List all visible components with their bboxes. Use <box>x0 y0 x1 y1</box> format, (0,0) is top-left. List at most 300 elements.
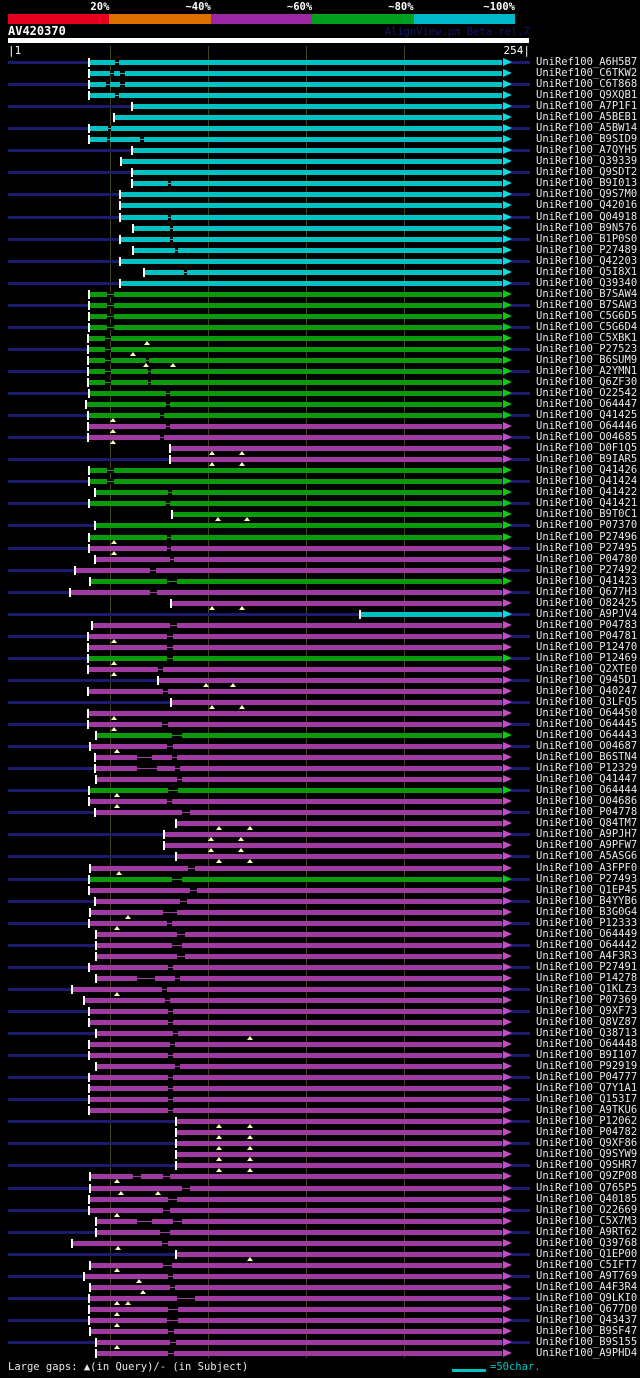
hit-label[interactable]: UniRef100_Q7Y1A1 <box>536 1082 638 1095</box>
bar-arrowhead-icon <box>503 544 512 552</box>
hit-label[interactable]: UniRef100_B9T0C1 <box>536 508 638 521</box>
bar-arrowhead-icon <box>503 577 512 585</box>
alignment-bar <box>89 1097 502 1102</box>
alignment-start-tick <box>88 1084 90 1093</box>
hit-label[interactable]: UniRef100_P07369 <box>536 993 638 1006</box>
query-gap-triangle-icon <box>114 1213 120 1217</box>
hit-label[interactable]: UniRef100_Q39339 <box>536 155 638 168</box>
subject-gap-line <box>182 812 190 813</box>
alignment-start-tick <box>94 753 96 762</box>
hit-label[interactable]: UniRef100_A5BW14 <box>536 122 638 135</box>
subject-gap-line <box>137 768 157 769</box>
bar-arrowhead-icon <box>503 1172 512 1180</box>
hit-label[interactable]: UniRef100_P12469 <box>536 651 638 664</box>
hit-label[interactable]: UniRef100_Q677D0 <box>536 1302 638 1315</box>
hit-label[interactable]: UniRef100_A5BEB1 <box>536 111 638 124</box>
alignment-start-tick <box>88 963 90 972</box>
alignment-bar <box>120 259 502 264</box>
query-gap-triangle-icon <box>136 1279 142 1283</box>
alignment-bar <box>88 413 502 418</box>
hit-label[interactable]: UniRef100_Q8VZ87 <box>536 1016 638 1028</box>
alignment-bar <box>96 976 502 981</box>
alignment-bar <box>84 998 502 1003</box>
bar-arrowhead-icon <box>503 555 512 563</box>
alignment-start-tick <box>175 852 177 861</box>
hit-label[interactable]: UniRef100_Q41421 <box>536 497 638 510</box>
bar-arrowhead-icon <box>503 378 512 386</box>
hit-label[interactable]: UniRef100_P27491 <box>536 960 638 973</box>
hit-label[interactable]: UniRef100_P12333 <box>536 916 638 929</box>
hit-label[interactable]: UniRef100_A9PFW7 <box>536 839 638 852</box>
subject-gap-line <box>170 1044 175 1045</box>
query-gap-triangle-icon <box>247 1146 253 1150</box>
alignment-start-tick <box>74 566 76 575</box>
bar-arrowhead-icon <box>503 1117 512 1125</box>
hit-label[interactable]: UniRef100_P27496 <box>536 530 638 543</box>
subject-gap-line <box>170 1287 175 1288</box>
subject-gap-line <box>107 294 114 295</box>
subject-gap-line <box>165 1000 170 1001</box>
subject-gap-line <box>167 647 173 648</box>
hit-label[interactable]: UniRef100_Q04918 <box>536 210 638 223</box>
alignment-bar <box>89 501 502 506</box>
hit-label[interactable]: UniRef100_B7SAW3 <box>536 298 638 311</box>
subject-gap-line <box>167 746 173 747</box>
bar-arrowhead-icon <box>503 720 512 728</box>
alignment-start-tick <box>88 1040 90 1049</box>
query-gap-triangle-icon <box>238 848 244 852</box>
hit-label[interactable]: UniRef100_P92919 <box>536 1060 638 1073</box>
hit-label[interactable]: UniRef100_B9SF47 <box>536 1324 638 1337</box>
alignment-start-tick <box>88 886 90 895</box>
hit-label[interactable]: UniRef100_O04687 <box>536 740 638 753</box>
query-gap-triangle-icon <box>114 992 120 996</box>
bar-arrowhead-icon <box>503 786 512 794</box>
alignment-start-tick <box>89 1184 91 1193</box>
alignment-start-tick <box>87 687 89 696</box>
hit-label[interactable]: UniRef100_P04781 <box>536 629 638 642</box>
subject-gap-line <box>172 757 177 758</box>
bar-arrowhead-icon <box>503 1139 512 1147</box>
query-gap-triangle-icon <box>247 1124 253 1128</box>
hit-label[interactable]: UniRef100_B7SAW4 <box>536 287 638 300</box>
hit-label[interactable]: UniRef100_P14278 <box>536 971 638 984</box>
hit-label[interactable]: UniRef100_Q9XF73 <box>536 1004 638 1017</box>
alignment-start-tick <box>131 146 133 155</box>
subject-gap-line <box>160 1232 170 1233</box>
hit-label[interactable]: UniRef100_Q41447 <box>536 773 638 786</box>
hit-label[interactable]: UniRef100_P27523 <box>536 342 638 355</box>
alignment-start-tick <box>89 1283 91 1292</box>
subject-gap-line <box>107 305 114 306</box>
hit-label[interactable]: UniRef100_O22669 <box>536 1203 638 1216</box>
alignment-start-tick <box>89 908 91 917</box>
hit-label[interactable]: UniRef100_B9IAR5 <box>536 453 638 466</box>
subject-gap-line <box>133 1176 141 1177</box>
alignment-bar <box>95 755 502 760</box>
alignment-start-tick <box>175 1139 177 1148</box>
hit-label[interactable]: UniRef100_Q3LFQ5 <box>536 696 638 708</box>
hit-label[interactable]: UniRef100_A9RT62 <box>536 1225 638 1238</box>
bar-arrowhead-icon <box>503 753 512 761</box>
subject-gap-line <box>106 84 110 85</box>
alignment-start-tick <box>120 157 122 166</box>
hit-label[interactable]: UniRef100_A6H5B7 <box>536 56 638 68</box>
hit-label[interactable]: UniRef100_O64447 <box>536 398 638 411</box>
hit-label[interactable]: UniRef100_O04686 <box>536 795 638 808</box>
bar-arrowhead-icon <box>503 58 512 66</box>
subject-gap-line <box>170 625 177 626</box>
hit-label[interactable]: UniRef100_A9PJV4 <box>536 607 638 620</box>
bar-arrowhead-icon <box>503 1250 512 1258</box>
hit-label[interactable]: UniRef100_B9N576 <box>536 221 638 234</box>
hit-label[interactable]: UniRef100_C5G6D4 <box>536 320 638 333</box>
alignment-start-tick <box>88 786 90 795</box>
hit-label[interactable]: UniRef100_A2YMN1 <box>536 365 638 377</box>
bar-arrowhead-icon <box>503 235 512 243</box>
hit-label[interactable]: UniRef100_Q42203 <box>536 254 638 267</box>
subject-gap-line <box>168 1077 173 1078</box>
subject-gap-line <box>168 1309 178 1310</box>
alignment-bar <box>96 1064 502 1069</box>
hit-label[interactable]: UniRef100_Q945D1 <box>536 673 638 686</box>
hit-label[interactable]: UniRef100_B9SID9 <box>536 133 638 146</box>
hit-label[interactable]: UniRef100_Q9ZP08 <box>536 1170 638 1183</box>
hit-label[interactable]: UniRef100_P04777 <box>536 1071 638 1084</box>
subject-gap-line <box>168 1331 174 1332</box>
query-gap-triangle-icon <box>130 352 136 356</box>
scale-label: ~40% <box>185 1 211 13</box>
bar-arrowhead-icon <box>503 135 512 143</box>
subject-gap-line <box>163 691 168 692</box>
hit-label[interactable]: UniRef100_P04780 <box>536 552 638 565</box>
subject-gap-line <box>163 912 177 913</box>
alignment-start-tick <box>89 1172 91 1181</box>
bar-arrowhead-icon <box>503 113 512 121</box>
bar-arrowhead-icon <box>503 312 512 320</box>
hit-label[interactable]: UniRef100_Q9XQB1 <box>536 89 638 102</box>
hit-label[interactable]: UniRef100_O64449 <box>536 927 638 940</box>
query-gap-triangle-icon <box>114 926 120 930</box>
fifty-char-scale-label: =50char. <box>490 1361 541 1373</box>
hit-label[interactable]: UniRef100_P27493 <box>536 872 638 885</box>
bar-arrowhead-icon <box>503 963 512 971</box>
bar-arrowhead-icon <box>503 533 512 541</box>
alignment-bar <box>114 115 502 120</box>
alignment-bar <box>176 1252 502 1257</box>
bar-arrowhead-icon <box>503 841 512 849</box>
alignment-bar <box>90 910 502 915</box>
hit-label[interactable]: UniRef100_O64448 <box>536 1038 638 1050</box>
hit-label[interactable]: UniRef100_B6SUM9 <box>536 353 638 366</box>
alignment-bar <box>89 1053 502 1058</box>
hit-label[interactable]: UniRef100_B9S155 <box>536 1335 638 1348</box>
subject-gap-line <box>168 1011 173 1012</box>
subject-gap-line <box>168 967 173 968</box>
alignment-start-tick <box>175 1128 177 1137</box>
hit-label[interactable]: UniRef100_Q6ZF30 <box>536 376 638 388</box>
hit-label[interactable]: UniRef100_A5ASG6 <box>536 850 638 863</box>
hit-label[interactable]: UniRef100_C6T868 <box>536 78 638 91</box>
hit-label[interactable]: UniRef100_B9I013 <box>536 177 638 190</box>
query-gap-triangle-icon <box>215 517 221 521</box>
alignment-start-tick <box>143 268 145 277</box>
hit-label[interactable]: UniRef100_O64442 <box>536 938 638 951</box>
alignment-start-tick <box>87 378 89 387</box>
alignment-start-tick <box>170 698 172 707</box>
alignment-start-tick <box>88 1051 90 1060</box>
alignment-start-tick <box>88 499 90 508</box>
hit-label[interactable]: UniRef100_P07370 <box>536 519 638 532</box>
hit-label[interactable]: UniRef100_B6STN4 <box>536 751 638 764</box>
alignment-start-tick <box>95 1217 97 1226</box>
query-gap-triangle-icon <box>247 859 253 863</box>
alignment-bar <box>96 1230 502 1235</box>
alignment-bar <box>96 954 502 959</box>
query-gap-triangle-icon <box>216 859 222 863</box>
hit-label[interactable]: UniRef100_Q9SDT2 <box>536 166 638 179</box>
hit-label[interactable]: UniRef100_B1P0S0 <box>536 232 638 245</box>
hit-label[interactable]: UniRef100_O64443 <box>536 729 638 742</box>
bar-arrowhead-icon <box>503 1261 512 1269</box>
hit-label[interactable]: UniRef100_Q40185 <box>536 1192 638 1205</box>
hit-label[interactable]: UniRef100_Q41423 <box>536 574 638 587</box>
query-gap-triangle-icon <box>111 672 117 676</box>
alignment-start-tick <box>95 974 97 983</box>
hit-label[interactable]: UniRef100_Q41424 <box>536 475 638 488</box>
bar-arrowhead-icon <box>503 69 512 77</box>
bar-arrowhead-icon <box>503 897 512 905</box>
bar-arrowhead-icon <box>503 864 512 872</box>
subject-gap-line <box>167 548 171 549</box>
alignment-start-tick <box>88 1073 90 1082</box>
alignment-bar <box>92 623 502 628</box>
hit-label[interactable]: UniRef100_D0F1Q5 <box>536 442 638 455</box>
hit-label[interactable]: UniRef100_Q38713 <box>536 1027 638 1039</box>
subject-gap-line <box>180 901 187 902</box>
hit-label[interactable]: UniRef100_Q9SHR7 <box>536 1159 638 1172</box>
alignment-start-tick <box>169 444 171 453</box>
hit-label[interactable]: UniRef100_C5XBK1 <box>536 331 638 344</box>
alignment-start-tick <box>131 168 133 177</box>
subject-gap-line <box>188 868 195 869</box>
alignment-start-tick <box>71 985 73 994</box>
hit-label[interactable]: UniRef100_Q9XF86 <box>536 1137 638 1150</box>
subject-gap-line <box>175 978 180 979</box>
alignment-start-tick <box>88 124 90 133</box>
bar-arrowhead-icon <box>503 1095 512 1103</box>
hit-label[interactable]: UniRef100_C6TKW2 <box>536 67 638 79</box>
alignment-start-tick <box>88 797 90 806</box>
subject-gap-line <box>170 239 173 240</box>
alignment-start-tick <box>87 356 89 365</box>
hit-label[interactable]: UniRef100_Q39768 <box>536 1236 638 1249</box>
hit-label[interactable]: UniRef100_C5X7M3 <box>536 1214 638 1227</box>
alignment-bar <box>90 1285 502 1290</box>
hit-label[interactable]: UniRef100_O64446 <box>536 420 638 433</box>
hit-label[interactable]: UniRef100_Q765P5 <box>536 1181 638 1194</box>
hit-label[interactable]: UniRef100_Q41425 <box>536 409 638 422</box>
hit-label[interactable]: UniRef100_O64450 <box>536 707 638 719</box>
bar-arrowhead-icon <box>503 455 512 463</box>
alignment-bar <box>132 181 502 186</box>
alignment-start-tick <box>89 1327 91 1336</box>
subject-gap-line <box>168 217 171 218</box>
bar-arrowhead-icon <box>503 1106 512 1114</box>
alignment-bar <box>89 965 502 970</box>
bar-arrowhead-icon <box>503 830 512 838</box>
hit-label[interactable]: UniRef100_Q1EP00 <box>536 1247 638 1260</box>
hit-label[interactable]: UniRef100_P04782 <box>536 1126 638 1139</box>
bar-arrowhead-icon <box>503 290 512 298</box>
hit-label[interactable]: UniRef100_O82425 <box>536 596 638 609</box>
alignment-bar <box>89 1042 502 1047</box>
hit-label[interactable]: UniRef100_A9PHD4 <box>536 1347 638 1359</box>
alignment-start-tick <box>119 201 121 210</box>
alignment-bar <box>70 590 502 595</box>
bar-arrowhead-icon <box>503 389 512 397</box>
alignment-bar <box>176 854 502 859</box>
hit-label[interactable]: UniRef100_Q1EP45 <box>536 883 638 896</box>
hit-label[interactable]: UniRef100_A9TKU6 <box>536 1104 638 1117</box>
bar-arrowhead-icon <box>503 1018 512 1026</box>
alignment-start-tick <box>94 764 96 773</box>
hit-label[interactable]: UniRef100_B9I107 <box>536 1049 638 1062</box>
subject-gap-line <box>160 437 164 438</box>
hit-label[interactable]: UniRef100_O64445 <box>536 718 638 730</box>
bar-arrowhead-icon <box>503 323 512 331</box>
hit-label[interactable]: UniRef100_A7QYH5 <box>536 144 638 157</box>
query-gap-triangle-icon <box>247 826 253 830</box>
hit-label[interactable]: UniRef100_P27492 <box>536 563 638 576</box>
query-gap-triangle-icon <box>114 1179 120 1183</box>
hit-label[interactable]: UniRef100_Q84TM7 <box>536 817 638 830</box>
bar-arrowhead-icon <box>503 466 512 474</box>
bar-arrowhead-icon <box>503 819 512 827</box>
query-gap-triangle-icon <box>110 440 116 444</box>
hit-label[interactable]: UniRef100_Q9SYW9 <box>536 1148 638 1161</box>
subject-gap-line <box>175 250 178 251</box>
subject-gap-line <box>163 1265 172 1266</box>
subject-gap-line <box>167 801 172 802</box>
hit-label[interactable]: UniRef100_Q9LKI0 <box>536 1291 638 1304</box>
bar-arrowhead-icon <box>503 1228 512 1236</box>
alignment-start-tick <box>95 775 97 784</box>
subject-gap-line <box>167 1320 178 1321</box>
bar-arrowhead-icon <box>503 588 512 596</box>
hit-label[interactable]: UniRef100_P12062 <box>536 1115 638 1128</box>
alignment-bar <box>176 1119 502 1124</box>
query-gap-triangle-icon <box>216 826 222 830</box>
alignment-bar <box>89 877 502 882</box>
hit-label[interactable]: UniRef100_A9PJH7 <box>536 828 638 841</box>
query-gap-triangle-icon <box>143 363 149 367</box>
subject-gap-line <box>166 503 170 504</box>
bar-arrowhead-icon <box>503 1073 512 1081</box>
alignment-start-tick <box>88 91 90 100</box>
hit-label[interactable]: UniRef100_Q41422 <box>536 486 638 499</box>
alignment-start-tick <box>175 819 177 828</box>
alignment-bar <box>89 303 502 308</box>
alignment-start-tick <box>88 389 90 398</box>
subject-gap-line <box>168 1353 174 1354</box>
alignment-bar <box>170 446 502 451</box>
alignment-bar <box>176 821 502 826</box>
subject-gap-line <box>167 636 173 637</box>
hit-label[interactable]: UniRef100_O04685 <box>536 431 638 444</box>
alignment-start-tick <box>69 588 71 597</box>
alignment-bar <box>89 788 502 793</box>
hit-label[interactable]: UniRef100_Q9S7M0 <box>536 188 638 201</box>
alignment-bar <box>120 237 502 242</box>
hit-label[interactable]: UniRef100_P04783 <box>536 618 638 631</box>
hit-label[interactable]: UniRef100_Q1KLZ3 <box>536 982 638 995</box>
hit-label[interactable]: UniRef100_O64444 <box>536 784 638 797</box>
bar-arrowhead-icon <box>503 190 512 198</box>
hit-label[interactable]: UniRef100_Q42016 <box>536 199 638 212</box>
hit-label[interactable]: UniRef100_P12329 <box>536 762 638 775</box>
subject-gap-line <box>167 537 171 538</box>
bar-arrowhead-icon <box>503 444 512 452</box>
hit-label[interactable]: UniRef100_Q43437 <box>536 1313 638 1326</box>
alignment-bar <box>133 226 502 231</box>
hit-label[interactable]: UniRef100_O22542 <box>536 387 638 399</box>
hit-label[interactable]: UniRef100_Q153I7 <box>536 1093 638 1106</box>
hit-label[interactable]: UniRef100_C5G6D5 <box>536 309 638 322</box>
hit-label[interactable]: UniRef100_P12470 <box>536 640 638 653</box>
hit-label[interactable]: UniRef100_B4YYB6 <box>536 894 638 907</box>
query-gap-triangle-icon <box>115 1246 121 1250</box>
bar-arrowhead-icon <box>503 91 512 99</box>
alignment-bar <box>176 1152 502 1157</box>
hit-label[interactable]: UniRef100_P04778 <box>536 806 638 819</box>
hit-label[interactable]: UniRef100_Q5I8X1 <box>536 265 638 278</box>
hit-label[interactable]: UniRef100_Q2XTE0 <box>536 662 638 675</box>
query-gap-triangle-icon <box>247 1257 253 1261</box>
fifty-char-scale-line <box>452 1369 486 1372</box>
hit-label[interactable]: UniRef100_A3FPF0 <box>536 861 638 874</box>
alignment-bar <box>360 612 502 617</box>
alignment-bar <box>89 93 502 98</box>
hit-label[interactable]: UniRef100_A9T769 <box>536 1269 638 1282</box>
hit-label[interactable]: UniRef100_C5IFT7 <box>536 1258 638 1271</box>
alignment-start-tick <box>113 113 115 122</box>
hit-label[interactable]: UniRef100_Q40247 <box>536 684 638 697</box>
alignment-bar <box>96 932 502 937</box>
hit-label[interactable]: UniRef100_Q41426 <box>536 464 638 477</box>
hit-label[interactable]: UniRef100_A4F3R4 <box>536 1280 638 1293</box>
alignment-start-tick <box>87 720 89 729</box>
alignment-bar <box>96 777 502 782</box>
hit-label[interactable]: UniRef100_B3G0G4 <box>536 905 638 918</box>
alignment-start-tick <box>87 654 89 663</box>
bar-arrowhead-icon <box>503 1217 512 1225</box>
query-gap-triangle-icon <box>216 1146 222 1150</box>
alignment-bar <box>89 314 502 319</box>
alignment-start-tick <box>89 742 91 751</box>
alignment-bar <box>89 391 502 396</box>
axis-end-label: 254| <box>503 44 530 57</box>
hit-label[interactable]: UniRef100_Q39340 <box>536 276 638 289</box>
hit-label[interactable]: UniRef100_A7P1F1 <box>536 100 638 113</box>
hit-label[interactable]: UniRef100_P27489 <box>536 243 638 256</box>
query-gap-triangle-icon <box>209 462 215 466</box>
hit-label[interactable]: UniRef100_Q677H3 <box>536 585 638 598</box>
bar-arrowhead-icon <box>503 1283 512 1291</box>
hit-label[interactable]: UniRef100_P27495 <box>536 541 638 554</box>
bar-arrowhead-icon <box>503 433 512 441</box>
hit-label[interactable]: UniRef100_A4F3R3 <box>536 949 638 962</box>
